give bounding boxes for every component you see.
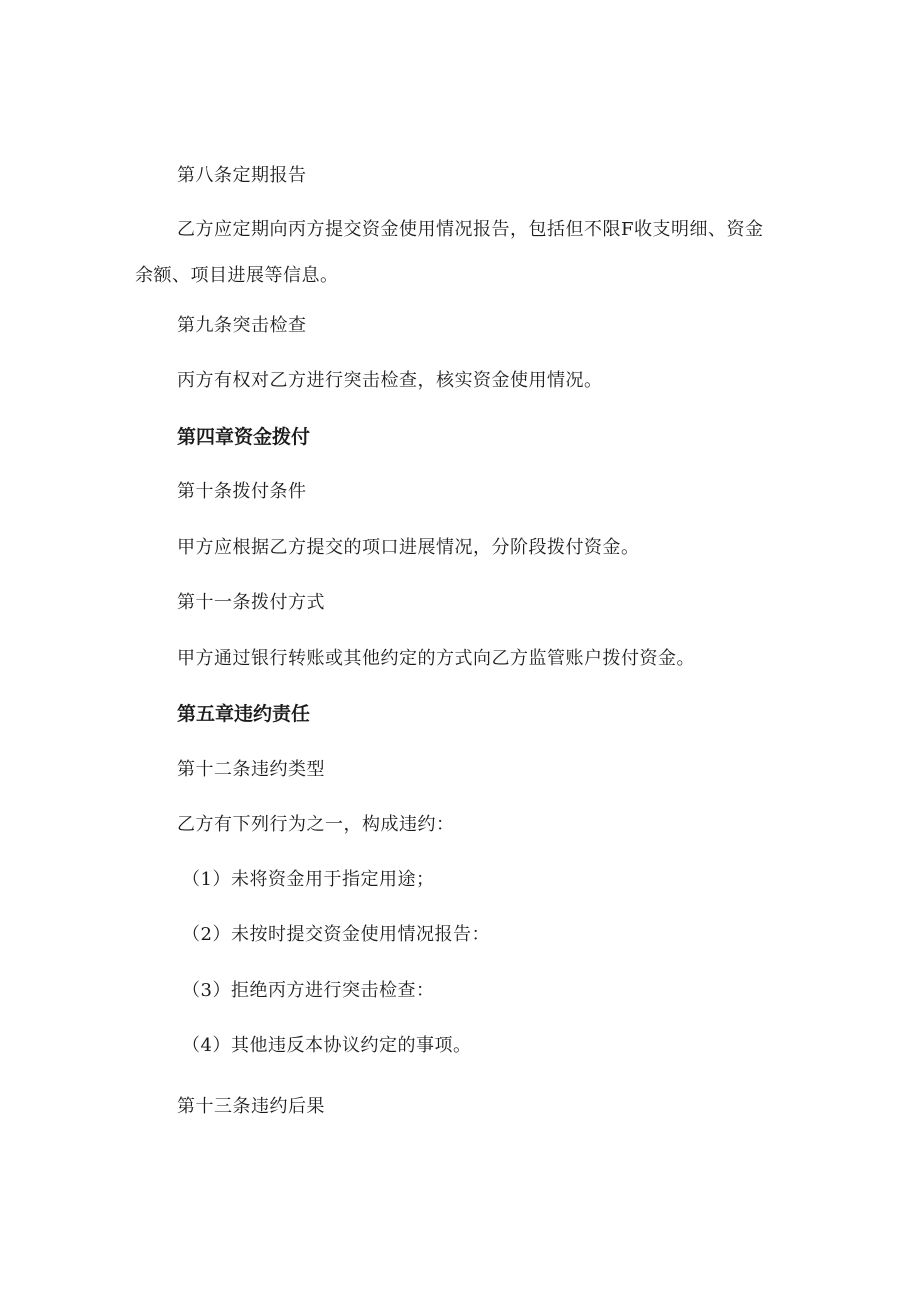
article-11-title: 第十一条拨付方式 <box>177 592 325 613</box>
article-10-title: 第十条拨付条件 <box>177 481 307 502</box>
article-10-body: 甲方应根据乙方提交的项口进展情况，分阶段拨付资金。 <box>177 537 640 558</box>
chapter-5-heading: 第五章违约责任 <box>177 703 311 725</box>
article-13-title: 第十三条违约后果 <box>177 1096 325 1117</box>
article-11-body: 甲方通过银行转账或其他约定的方式向乙方监管账户拨付资金。 <box>177 648 695 669</box>
list-item: （2）未按时提交资金使用情况报告： <box>182 924 490 945</box>
article-12-title: 第十二条违约类型 <box>177 759 325 780</box>
article-9-title: 第九条突击检查 <box>177 315 307 336</box>
chapter-4-heading: 第四章资金拨付 <box>177 426 311 448</box>
list-item: （4）其他违反本协议约定的事项。 <box>182 1035 472 1056</box>
list-item: （3）拒绝丙方进行突击检查： <box>182 980 435 1001</box>
list-item: （1）未将资金用于指定用途； <box>182 869 435 890</box>
article-8-body: 乙方应定期向丙方提交资金使用情况报告，包括但不限F收支明细、资金余额、项目进展等信息。 <box>135 219 764 286</box>
article-8-title: 第八条定期报告 <box>177 165 307 186</box>
article-12-intro: 乙方有下列行为之一，构成违约： <box>177 814 455 835</box>
article-9-body: 丙方有权对乙方进行突击检查，核实资金使用情况。 <box>177 370 603 391</box>
